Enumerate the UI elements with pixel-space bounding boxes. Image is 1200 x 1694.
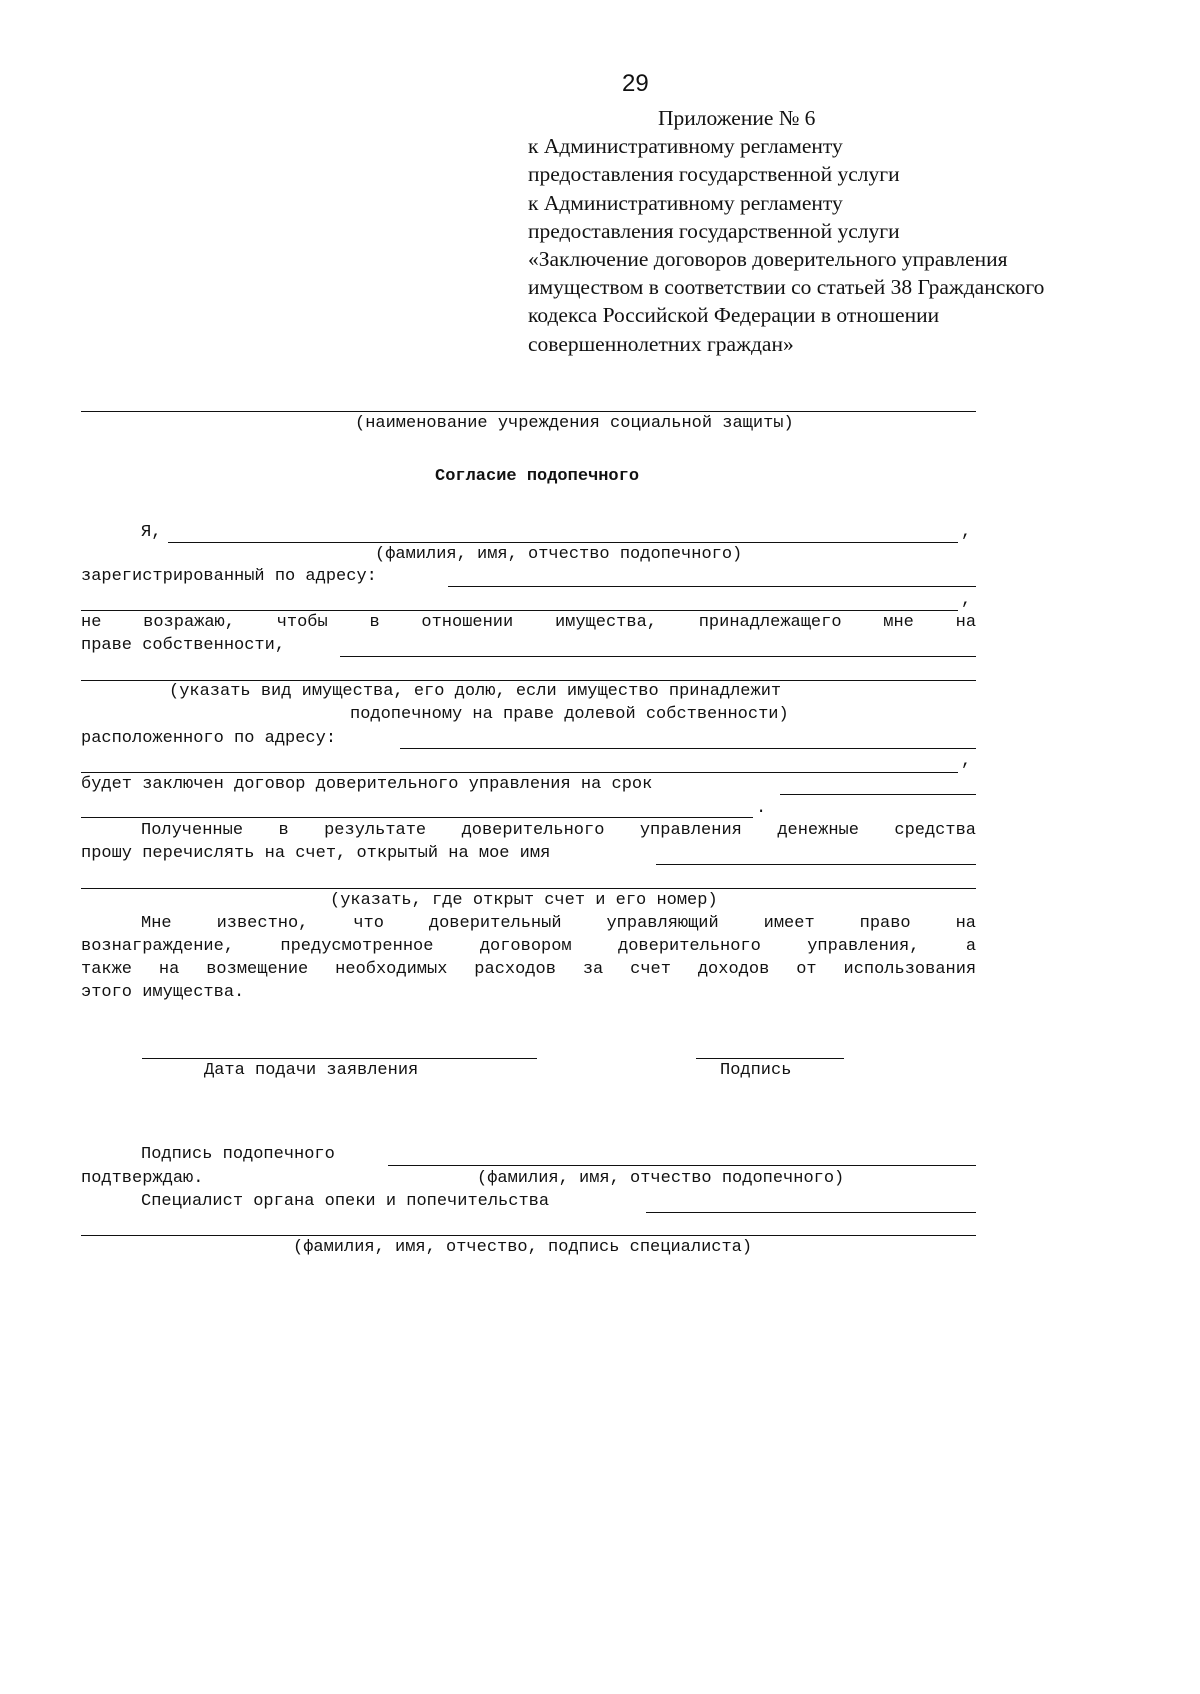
property-caption-2: подопечному на праве долевой собственности) xyxy=(350,705,789,724)
fio-caption: (фамилия, имя, отчество подопечного) xyxy=(375,545,743,564)
specialist-caption: (фамилия, имя, отчество, подпись специалиста) xyxy=(293,1238,753,1257)
not-object-line: не возражаю, чтобы в отношении имущества, принадлежащего мне на xyxy=(81,613,977,632)
comma: , xyxy=(961,523,972,542)
ownership-label: праве собственности, xyxy=(81,636,286,655)
transfer-label: прошу перечислять на счет, открытый на мое имя xyxy=(81,844,551,863)
term-field-line-1[interactable] xyxy=(780,794,976,795)
term-field-line-2[interactable] xyxy=(81,817,753,818)
appendix-line: к Административному регламенту xyxy=(528,134,843,159)
property-caption-1: (указать вид имущества, его долю, если имущество принадлежит xyxy=(169,682,782,701)
appendix-line: имуществом в соответствии со статьей 38 Гражданского xyxy=(528,275,1045,300)
property-field-line-1[interactable] xyxy=(340,656,976,657)
location-field-line-1[interactable] xyxy=(400,748,976,749)
aware-line-2: вознаграждение, предусмотренное договором доверительного управления, а xyxy=(81,937,977,956)
appendix-line: кодекса Российской Федерации в отношении xyxy=(528,303,940,328)
address-field-line-2[interactable] xyxy=(81,610,958,611)
address-field-line-1[interactable] xyxy=(448,586,976,587)
appendix-line: Приложение № 6 xyxy=(658,106,816,130)
comma: , xyxy=(961,752,972,771)
signature-field-line[interactable] xyxy=(696,1058,844,1059)
ward-fio-caption: (фамилия, имя, отчество подопечного) xyxy=(477,1169,845,1188)
specialist-field-line-1[interactable] xyxy=(646,1212,976,1213)
account-caption: (указать, где открыт счет и его номер) xyxy=(330,891,718,910)
registered-label: зарегистрированный по адресу: xyxy=(81,567,377,586)
account-field-line-2[interactable] xyxy=(81,888,976,889)
ya-label: Я, xyxy=(141,523,162,542)
located-label: расположенного по адресу: xyxy=(81,729,337,748)
contract-label: будет заключен договор доверительного управления на срок xyxy=(81,775,653,794)
account-field-line-1[interactable] xyxy=(656,864,976,865)
aware-line-4: этого имущества. xyxy=(81,983,245,1002)
appendix-line: совершеннолетних граждан» xyxy=(528,331,794,356)
institution-caption: (наименование учреждения социальной защиты) xyxy=(355,414,794,433)
ward-signature-field-line[interactable] xyxy=(388,1165,976,1166)
comma: , xyxy=(961,591,972,610)
signature-label: Подпись xyxy=(720,1061,792,1080)
specialist-field-line-2[interactable] xyxy=(81,1235,976,1236)
aware-line-3: также на возмещение необходимых расходов за счет доходов от использования xyxy=(81,960,977,979)
period: . xyxy=(756,799,767,818)
appendix-line: к Административному регламенту xyxy=(528,190,843,215)
confirm-label: подтверждаю. xyxy=(81,1169,204,1188)
aware-line-1: Мне известно, что доверительный управляющий имеет право на xyxy=(141,914,976,933)
page-number: 29 xyxy=(622,70,649,97)
appendix-line: «Заключение договоров доверительного управления xyxy=(528,247,1008,272)
ward-signature-label: Подпись подопечного xyxy=(141,1145,335,1164)
funds-line: Полученные в результате доверительного управления денежные средства xyxy=(141,821,976,840)
form-title: Согласие подопечного xyxy=(435,467,640,486)
appendix-line: предоставления государственной услуги xyxy=(528,218,900,243)
property-field-line-2[interactable] xyxy=(81,680,976,681)
institution-field-line[interactable] xyxy=(81,411,976,412)
date-field-line[interactable] xyxy=(142,1058,537,1059)
ward-fio-field-line[interactable] xyxy=(168,542,958,543)
specialist-label: Специалист органа опеки и попечительства xyxy=(141,1192,550,1211)
location-field-line-2[interactable] xyxy=(81,772,958,773)
date-label: Дата подачи заявления xyxy=(204,1061,419,1080)
appendix-line: предоставления государственной услуги xyxy=(528,162,900,187)
